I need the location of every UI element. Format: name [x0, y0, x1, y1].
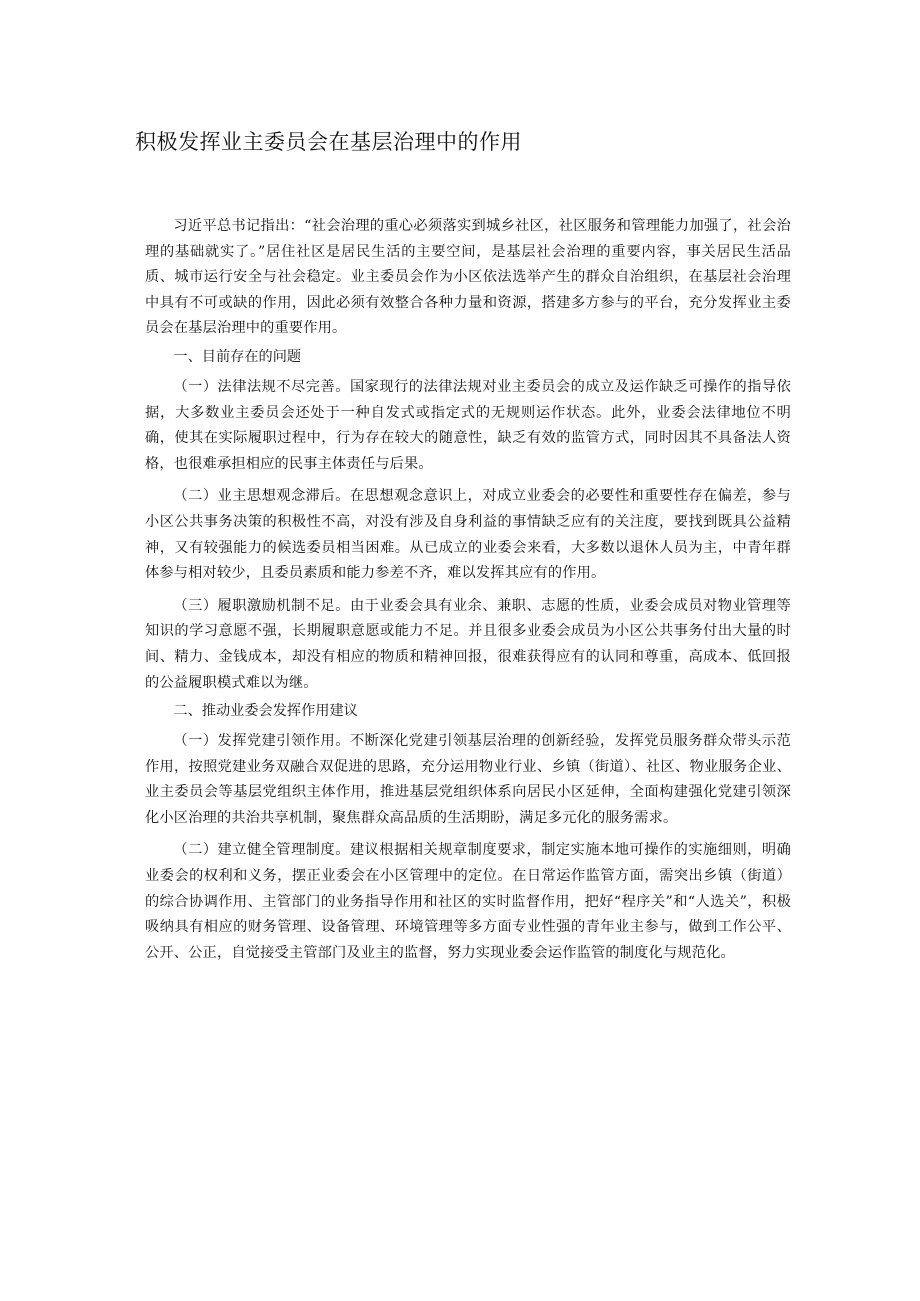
document-body — [145, 214, 791, 966]
paragraph-mindset: （二）业主思想观念滞后。在思想观念意识上，对成立业委会的必要性和重要性存在偏差，参与小区公共事务决策的积极性不高，对没有涉及自身利益的事情缺乏应有的关注度，要找到既具公益精神，又有较强能力的候选委员相当困难。从已成立的业委会来看，大多数以退休人员为主，中青年群体参与相对较少，且委员素质和能力参差不齐，难以发挥其应有的作用。 — [145, 488, 791, 582]
paragraph-party-building: （一）发挥党建引领作用。不断深化党建引领基层治理的创新经验，发挥党员服务群众带头示范作用，按照党建业务双融合双促进的思路，充分运用物业行业、乡镇（街道）、社区、物业服务企业、业主委员会等基层党组织主体作用，推进基层党组织体系向居民小区延伸，全面构建强化党建引领深化小区治理的共治共享机制，聚焦群众高品质的生活期盼，满足多元化的服务需求。 — [145, 733, 791, 826]
section-heading-problems: 一、目前存在的问题 — [173, 348, 302, 365]
paragraph-management-system: （二）建立健全管理制度。建议根据相关规章制度要求，制定实施本地可操作的实施细则，明确业委会的权利和义务，摆正业委会在小区管理中的定位。在日常运作监管方面，需突出乡镇（街道）的综合协调作用、主管部门的业务指导作用和社区的实时监督作用，把好“程序关”和“人选关”，积极吸纳具有相应的财务管理、设备管理、环境管理等多方面专业性强的青年业主参与，做到工作公平、公开、公正，自觉接受主管部门及业主的监督，努力实现业委会运作监管的制度化与规范化。 — [145, 842, 791, 961]
section-heading-suggestions: 二、推动业委会发挥作用建议 — [173, 703, 358, 720]
document-title: 积极发挥业主委员会在基层治理中的作用 — [135, 130, 522, 154]
paragraph-laws: （一）法律法规不尽完善。国家现行的法律法规对业主委员会的成立及运作缺乏可操作的指导依据，大多数业主委员会还处于一种自发式或指定式的无规则运作状态。此外，业委会法律地位不明确，使其在实际履职过程中，行为存在较大的随意性，缺乏有效的监管方式，同时因其不具备法人资格，也很难承担相应的民事主体责任与后果。 — [145, 378, 791, 472]
paragraph-incentives: （三）履职激励机制不足。由于业委会具有业余、兼职、志愿的性质，业委会成员对物业管理等知识的学习意愿不强，长期履职意愿或能力不足。并且很多业委会成员为小区公共事务付出大量的时间、精力、金钱成本，却没有相应的物质和精神回报，很难获得应有的认同和尊重，高成本、低回报的公益履职模式难以为继。 — [145, 597, 791, 691]
intro-paragraph: 习近平总书记指出：“社会治理的重心必须落实到城乡社区，社区服务和管理能力加强了，社会治理的基础就实了。”居住社区是居民生活的主要空间，是基层社会治理的重要内容，事关居民生活品质、城市运行安全与社会稳定。业主委员会作为小区依法选举产生的群众自治组织，在基层社会治理中具有不可或缺的作用，因此必须有效整合各种力量和资源，搭建多方参与的平台，充分发挥业主委员会在基层治理中的重要作用。 — [145, 218, 791, 337]
